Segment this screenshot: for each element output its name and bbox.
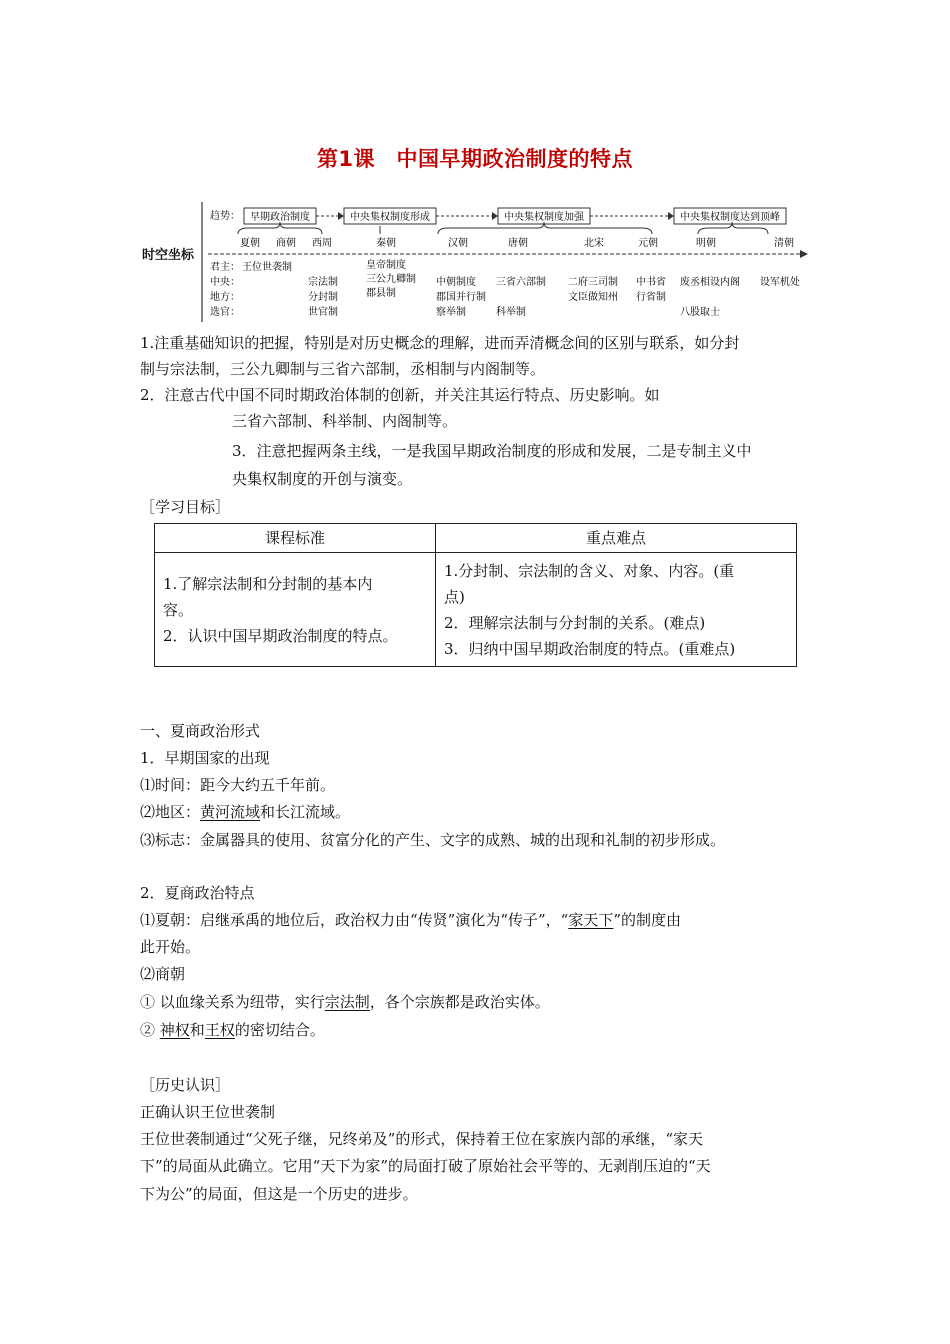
history-line: 下为公”的局面，但这是一个历史的进步。 [140, 1185, 418, 1203]
intro-line-6: 央集权制度的开创与演变。 [232, 470, 413, 488]
subheading-early-state: 1．早期国家的出现 [140, 749, 270, 767]
goals-key-line: 1.分封制、宗法制的含义、对象、内容。(重 [444, 561, 735, 580]
timeline-diagram [138, 198, 810, 326]
item-time: ⑴时间：距今大约五千年前。 [140, 776, 336, 794]
row-label-local: 地方： [210, 292, 240, 303]
cell-qing-1: 设军机处 [760, 277, 800, 288]
cell-qin-2: 三公九卿制 [366, 274, 416, 285]
item-sign: ⑶标志：金属器具的使用、贫富分化的产生、文字的成熟、城的出现和礼制的初步形成。 [140, 831, 726, 849]
cell-qin-1: 皇帝制度 [366, 260, 406, 271]
trend-1: 早期政治制度 [250, 212, 310, 223]
dynasty-tang: 唐朝 [508, 238, 528, 249]
cell-han-1: 中朝制度 [436, 277, 476, 288]
goals-label: ［学习目标］ [140, 498, 231, 516]
intro-line-4: 三省六部制、科举制、内阁制等。 [232, 412, 458, 430]
underlined-term: 王权 [204, 1021, 235, 1039]
history-heading: 正确认识王位世袭制 [140, 1103, 276, 1121]
item-shang: ⑵商朝 [140, 965, 186, 983]
dynasty-qin: 秦朝 [376, 238, 396, 249]
cell-yuan-1: 中书省 [636, 277, 666, 288]
underlined-term: 黄河流域 [200, 803, 261, 821]
trend-label: 趋势： [210, 211, 240, 222]
goals-table [154, 523, 797, 667]
cell-zhou-local: 分封制 [308, 292, 338, 303]
history-label: ［历史认识］ [140, 1076, 231, 1094]
section-heading: 一、夏商政治形式 [140, 722, 261, 740]
cell-monarch-early: 王位世袭制 [242, 262, 292, 273]
history-line: 王位世袭制通过“父死子继，兄终弟及”的形式，保持着王位在家族内部的承继，“家天 [140, 1130, 704, 1148]
page-title: 第1课 中国早期政治制度的特点 [316, 147, 634, 171]
cell-zhou-central: 宗法制 [308, 277, 338, 288]
cell-qin-3: 郡县制 [366, 288, 396, 299]
cell-yuan-2: 行省制 [636, 292, 666, 303]
history-line: 下”的局面从此确立。它用“天下为家”的局面打破了原始社会平等的、无剥削压迫的“天 [140, 1157, 711, 1175]
cell-han-2: 郡国并行制 [436, 292, 486, 303]
intro-line-3: 2．注意古代中国不同时期政治体制的创新，并关注其运行特点、历史影响。如 [140, 386, 660, 404]
item-shang-2: ② 神权和王权的密切结合。 [140, 1021, 325, 1039]
cell-han-3: 察举制 [436, 307, 466, 318]
goals-key-line: 2．理解宗法制与分封制的关系。(难点) [444, 613, 706, 632]
dynasty-han: 汉朝 [448, 238, 468, 249]
row-label-central: 中央： [210, 277, 240, 288]
cell-tang-2: 科举制 [496, 307, 526, 318]
cell-song-2: 文臣做知州 [568, 292, 618, 303]
cell-ming-1: 废丞相设内阁 [680, 277, 740, 288]
row-label-monarch: 君主： [210, 262, 240, 273]
goals-header-key: 重点难点 [436, 524, 797, 553]
cell-ming-2: 八股取士 [680, 307, 720, 318]
row-label-selection: 选官： [210, 307, 240, 318]
dynasty-zhou: 西周 [312, 238, 332, 249]
intro-line-2: 制与宗法制，三公九卿制与三省六部制，丞相制与内阁制等。 [140, 360, 546, 378]
intro-line-1: 1.注重基础知识的把握，特别是对历史概念的理解，进而弄清概念间的区别与联系，如分封 [140, 334, 740, 352]
underlined-term: 家天下 [568, 911, 614, 929]
dynasty-song: 北宋 [584, 238, 604, 249]
item-xia: ⑴夏朝：启继承禹的地位后，政治权力由“传贤”演化为“传子”，“家天下”的制度由 [140, 911, 682, 929]
goals-standard-cell [155, 553, 436, 667]
item-place: ⑵地区：黄河流域和长江流域。 [140, 803, 351, 821]
underlined-term: 宗法制 [324, 993, 370, 1011]
subheading-features: 2．夏商政治特点 [140, 884, 255, 902]
item-xia-cont: 此开始。 [140, 938, 201, 956]
goals-standard-line: 1.了解宗法制和分封制的基本内 [163, 574, 373, 593]
goals-key-line: 点) [444, 587, 465, 606]
underlined-term: 神权 [159, 1021, 190, 1039]
dynasty-qing: 清朝 [774, 238, 794, 249]
dynasty-shang: 商朝 [276, 238, 296, 249]
trend-2: 中央集权制度形成 [350, 212, 430, 223]
cell-zhou-select: 世官制 [308, 307, 338, 318]
goals-key-line: 3．归纳中国早期政治制度的特点。(重难点) [444, 639, 736, 658]
item-shang-1: ① 以血缘关系为纽带，实行宗法制，各个宗族都是政治实体。 [140, 993, 550, 1011]
cell-tang-1: 三省六部制 [496, 277, 546, 288]
dynasty-ming: 明朝 [696, 238, 716, 249]
goals-key-cell [436, 553, 797, 667]
cell-song-1: 二府三司制 [568, 277, 618, 288]
trend-4: 中央集权制度达到顶峰 [680, 212, 780, 223]
dynasty-xia: 夏朝 [240, 238, 260, 249]
goals-standard-line: 2．认识中国早期政治制度的特点。 [163, 626, 398, 645]
goals-standard-line: 容。 [163, 600, 194, 619]
goals-header-standard: 课程标准 [155, 524, 436, 553]
trend-3: 中央集权制度加强 [504, 212, 584, 223]
dynasty-yuan: 元朝 [638, 238, 658, 249]
timeline-label: 时空坐标 [142, 248, 195, 263]
intro-line-5: 3．注意把握两条主线，一是我国早期政治制度的形成和发展，二是专制主义中 [232, 442, 752, 460]
